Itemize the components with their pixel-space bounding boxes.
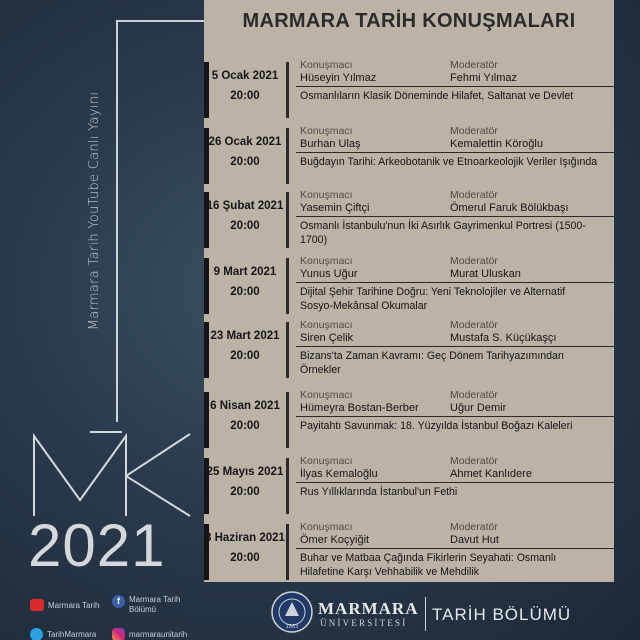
event-date: 26 Ocak 2021 xyxy=(208,136,282,148)
university-seal-icon xyxy=(270,590,314,634)
facebook-label-line2: Bölümü xyxy=(129,605,157,614)
event-row xyxy=(204,389,614,450)
event-separator xyxy=(296,152,614,153)
moderator-label: Moderatör xyxy=(450,125,498,137)
event-date: 9 Mart 2021 xyxy=(213,266,277,278)
event-date: 5 Ocak 2021 xyxy=(211,70,279,82)
facebook-link[interactable] xyxy=(112,595,180,615)
event-time: 20:00 xyxy=(230,486,260,498)
youtube-label: Marmara Tarih xyxy=(48,600,100,610)
speaker-label: Konuşmacı xyxy=(300,255,353,267)
event-topic: Osmanlı İstanbulu'nun İki Asırlık Gayrimenkul Portresi (1500-1700) xyxy=(300,220,586,246)
speaker-name: Yunus Uğur xyxy=(300,268,358,280)
event-date-box xyxy=(204,392,289,448)
moderator-name: Mustafa S. Küçükaşçı xyxy=(450,332,557,344)
event-date: 6 Nisan 2021 xyxy=(210,400,280,412)
moderator-label: Moderatör xyxy=(450,521,498,533)
moderator-label: Moderatör xyxy=(450,59,498,71)
event-date-box xyxy=(204,524,289,580)
university-subtitle: ÜNİVERSİTESİ xyxy=(320,618,408,628)
event-time: 20:00 xyxy=(230,220,260,232)
facebook-label-line1: Marmara Tarih xyxy=(129,595,181,604)
speaker-name: Burhan Ulaş xyxy=(300,138,361,150)
speaker-name: İlyas Kemaloğlu xyxy=(300,468,378,480)
svg-text:1883: 1883 xyxy=(285,624,299,630)
event-date: 23 Mart 2021 xyxy=(210,330,280,342)
event-row xyxy=(204,455,614,516)
event-topic: Dijital Şehir Tarihine Doğru: Yeni Teknolojiler ve Alternatif Sosyo-Mekânsal Okumalar xyxy=(300,286,566,312)
event-separator xyxy=(296,86,614,87)
speaker-name: Hüseyin Yılmaz xyxy=(300,72,377,84)
speaker-label: Konuşmacı xyxy=(300,125,353,137)
event-separator xyxy=(296,346,614,347)
university-name: MARMARA xyxy=(318,599,419,618)
event-date-box xyxy=(204,128,289,184)
vertical-caption: Marmara Tarih YouTube Canlı Yayını xyxy=(87,91,102,331)
year-label: 2021 xyxy=(28,512,166,579)
event-row xyxy=(204,255,614,316)
speaker-label: Konuşmacı xyxy=(300,189,353,201)
moderator-name: Murat Uluskan xyxy=(450,268,521,280)
event-topic: Bizans'ta Zaman Kavramı: Geç Dönem Tarihyazımından Örnekler xyxy=(300,350,564,376)
event-row xyxy=(204,189,614,250)
speaker-name: Hümeyra Bostan-Berber xyxy=(300,402,419,414)
moderator-name: Kemalettin Köroğlu xyxy=(450,138,543,150)
speaker-label: Konuşmacı xyxy=(300,389,353,401)
event-date: 8 Haziran 2021 xyxy=(205,532,285,544)
twitter-icon xyxy=(30,628,43,640)
facebook-label xyxy=(129,595,180,615)
moderator-name: Ömerul Faruk Bölükbaşı xyxy=(450,202,569,214)
event-topic: Payitahtı Savunmak: 18. Yüzyılda İstanbul Boğazı Kaleleri xyxy=(300,420,573,432)
facebook-icon: f xyxy=(112,595,125,608)
event-time: 20:00 xyxy=(230,286,260,298)
event-date: 16 Şubat 2021 xyxy=(206,200,284,212)
event-date-box xyxy=(204,322,289,378)
event-topic: Buğdayın Tarihi: Arkeobotanik ve Etnoarkeolojik Veriler Işığında xyxy=(300,156,598,168)
moderator-name: Uğur Demir xyxy=(450,402,507,414)
event-row xyxy=(204,319,614,380)
moderator-label: Moderatör xyxy=(450,189,498,201)
event-separator xyxy=(296,216,614,217)
event-date-box xyxy=(204,192,289,248)
event-topic: Osmanlıların Klasik Döneminde Hilafet, Saltanat ve Devlet xyxy=(300,90,574,102)
event-separator xyxy=(296,416,614,417)
instagram-label: marmaraunitarih xyxy=(129,630,188,639)
frame-line-top xyxy=(116,20,208,22)
event-topic: Rus Yıllıklarında İstanbul'un Fethi xyxy=(300,486,458,498)
event-time: 20:00 xyxy=(230,156,260,168)
speaker-label: Konuşmacı xyxy=(300,455,353,467)
moderator-label: Moderatör xyxy=(450,389,498,401)
event-time: 20:00 xyxy=(230,350,260,362)
event-time: 20:00 xyxy=(230,90,260,102)
event-row xyxy=(204,59,614,120)
event-separator xyxy=(296,548,614,549)
twitter-link[interactable] xyxy=(30,628,96,640)
mtk-logo xyxy=(30,430,200,518)
instagram-icon xyxy=(112,628,125,640)
instagram-link[interactable] xyxy=(112,628,187,640)
event-row xyxy=(204,521,614,582)
event-separator xyxy=(296,482,614,483)
event-topic: Buhar ve Matbaa Çağında Fikirlerin Seyahati: Osmanlı Hilafetine Karşı Vehhabilik ve Mehdilik xyxy=(300,552,557,578)
event-date-box xyxy=(204,458,289,514)
speaker-label: Konuşmacı xyxy=(300,319,353,331)
footer-divider xyxy=(425,597,426,631)
speaker-label: Konuşmacı xyxy=(300,59,353,71)
event-date: 25 Mayıs 2021 xyxy=(206,466,284,478)
speaker-name: Ömer Koçyiğit xyxy=(300,534,370,546)
frame-line-left xyxy=(116,20,118,422)
schedule-panel xyxy=(204,0,614,582)
moderator-label: Moderatör xyxy=(450,455,498,467)
moderator-name: Ahmet Kanlıdere xyxy=(450,468,532,480)
event-row xyxy=(204,125,614,186)
page-title: MARMARA TARİH KONUŞMALARI xyxy=(242,10,576,32)
moderator-label: Moderatör xyxy=(450,255,498,267)
moderator-label: Moderatör xyxy=(450,319,498,331)
speaker-name: Yasemin Çiftçi xyxy=(300,202,370,214)
youtube-link[interactable] xyxy=(30,599,99,611)
speaker-label: Konuşmacı xyxy=(300,521,353,533)
event-date-box xyxy=(204,62,289,118)
event-time: 20:00 xyxy=(230,552,260,564)
speaker-name: Siren Çelik xyxy=(300,332,354,344)
event-date-box xyxy=(204,258,289,314)
event-time: 20:00 xyxy=(230,420,260,432)
moderator-name: Fehmi Yılmaz xyxy=(450,72,518,84)
youtube-icon xyxy=(30,599,44,611)
moderator-name: Davut Hut xyxy=(450,534,499,546)
department-name: TARİH BÖLÜMÜ xyxy=(432,605,572,624)
event-separator xyxy=(296,282,614,283)
twitter-label: TarihMarmara xyxy=(47,630,97,639)
